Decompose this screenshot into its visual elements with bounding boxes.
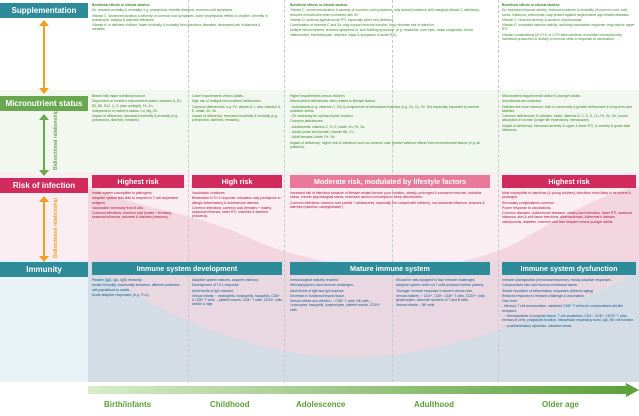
risk-of-infection-label: Risk of infection	[0, 178, 88, 193]
immunity-item: Immune dysregulation (immunosenescence), mostly adaptive responses.	[502, 278, 612, 282]
age-arrow	[88, 383, 639, 397]
micronutrient-item: Antioxidants are essential.	[502, 99, 542, 104]
risk-header-infants: Highest risk	[92, 175, 184, 188]
micronutrient-col-adults	[290, 94, 490, 170]
age-label-childhood: Childhood	[210, 400, 250, 409]
age-label-adulthood: Adulthood	[414, 400, 454, 409]
supplementation-item: Vitamin D: protects against acute RTI, especially when very deficient.	[290, 17, 394, 22]
immunity-item: Immunological maturity reached.	[290, 278, 339, 282]
micronutrient-item: - Adult females: folate, Fe, Se.	[290, 135, 336, 140]
risk-item: Breakdown in Th-1 response: education may predispose to allergic inflammatory & autoimmune disease.	[192, 196, 281, 205]
risk-item: Vaccination necessary from 8 wks.	[92, 205, 144, 210]
supplementation-col-adults	[290, 3, 490, 88]
immunity-header-development: Immune system development	[92, 262, 282, 275]
immunity-col-adolescents	[290, 278, 388, 380]
micronutrient-item: Common deficiencies: B vitamins, folate, vitamins A, C, D, E, Cu, Fe, Zn, Se; poorer absorption in women (longer life expectancy, menopause).	[502, 114, 628, 123]
immunity-item: Adult levels of IgM and IgA reached.	[290, 288, 345, 293]
risk-item: Adaptive system less able to respond to T-cell-dependent antigens.	[92, 196, 179, 205]
supplementation-item: Vitamin C: shortened duration & severity of common cold symptoms, some prophylactic effects in children, benefits in pneumonia, malaria & diarrhea infections.	[92, 13, 268, 22]
supplementation-item: Vitamin combinations (A+C+E or C+E+beta-carotene or multiple micronutrients): increased production or activity of immune cells or response to vaccination.	[502, 32, 623, 42]
immunity-item: Versus children: ↑ CD4⁺, CD8⁺, CD8⁺ T cells, CD19⁺, total lymphocytes, absolute numbers of T and B cells.	[396, 293, 485, 303]
immunity-item: Adaptive system matures, acquires memory.	[192, 278, 259, 282]
risk-item: Common infections: common cold (adults + adolescents, especially if in contact with children), non-seasonal influenza, sickness & diarrhea (rotavirus, campylobacter).	[290, 200, 485, 209]
column-divider	[284, 0, 285, 382]
bidirectional-arrow-1	[36, 20, 52, 94]
supplementation-item: Vitamin A: in deficient children, lower morbidity & mortality from infectious diseases, decreased risk of diarrhea & measles.	[92, 23, 261, 32]
age-label-birth-infants: Birth/infants	[104, 400, 152, 409]
immunity-item: Over time:	[502, 299, 518, 304]
micronutrient-item: Impact of deficiency: higher risk of infections such as common cold; greater adverse effects from environmental factors (e.g. air pollution).	[290, 140, 481, 149]
risk-header-children: High risk	[192, 175, 282, 188]
immunity-item: Compromised skin and mucous membrane barrier.	[502, 283, 579, 288]
bidirectional-label-2: Bidirectional relationship	[53, 197, 59, 258]
micronutrient-col-infants	[92, 94, 184, 170]
micronutrient-item: Common deficiencies: e.g. Fe, vitamin A, I, also vitamins D, E, folate, Zn, Se.	[192, 104, 282, 113]
immunity-item: Well-equipped to face immune challenges.	[290, 283, 354, 288]
supplementation-item: Zn: increased immune activity, reduced incidence & morbidity of common cold, cold sores, influenza, pneumonia; may protect against degenerative age-related diseases.	[502, 8, 630, 17]
immunity-item: - ↑ proinflammatory cytokines, oxidative stress.	[502, 323, 573, 328]
micronutrient-item: - Adolescents: vitamins C, D, E, folate, Zn, Fe, Se.	[290, 124, 366, 129]
supplementation-item: Combination of vitamins C and Zn: may support immune function, help minimise risk of infection.	[290, 23, 435, 28]
micronutrient-item: Micronutrient requirements similar to younger adults.	[502, 94, 581, 98]
risk-header-adults: Moderate risk, modulated by lifestyle factors	[290, 175, 490, 188]
immunity-item: - ↓ Hematopoietic & lymphoid tissue, T cell production, CD4⁺, CD8⁺, CD19⁺ T cells, memory B cells; phagocytic function, intracellular respiratory burst, IgA, NK cell function.	[502, 314, 635, 323]
supplementation-col-older	[502, 3, 636, 88]
risk-item: Vaccination continues.	[192, 191, 226, 195]
immunity-item: 'Stronger' immune response in women versus men.	[396, 288, 474, 293]
supplementation-col-children	[92, 3, 272, 88]
immunity-item: Acute adaptive responses: (e.g. Th-2).	[92, 292, 150, 297]
risk-col-adults	[290, 191, 490, 257]
micronutrient-item: Deficiencies more common, both in community & greater deficiencies in long-term care facilities.	[502, 104, 633, 113]
immunity-col-children	[192, 278, 282, 380]
micronutrient-item: - Adults (male and female): vitamin B6, Cu.	[290, 130, 355, 135]
micronutrient-item: High risk of multiple micronutrient deficiencies.	[192, 99, 262, 104]
immunity-item: Reduced response to immune challenge & vaccination.	[502, 293, 585, 298]
immunity-item: Passive (IgG, IgA, IgM) immunity.	[92, 278, 143, 282]
immunity-header-dysfunction: Immune system dysfunction	[502, 262, 636, 275]
bidirectional-label-1: Bidirectional relationship	[53, 109, 59, 170]
risk-item: Innate system susceptible to pathogens.	[92, 191, 153, 195]
risk-item: Secondary complications common.	[502, 200, 555, 205]
risk-item: Increased risk of infections because of lifestyle-related factors: poor nutrition, obesity, prolonged & excessive exercise, oxidative stress, chronic psychological stress, excessive alcohol consumption, sleep disturbances.	[290, 191, 482, 200]
micronutrient-item: Higher requirements versus children.	[290, 94, 346, 98]
supplementation-item: Multiple micronutrients: reduced symptoms of 'sick-building syndrome' (e.g. headache, sore eyes, nasal congestion, throat inflammation, tiredness/pain, diarrhea, signs & symptoms of acute RTI).	[290, 28, 473, 37]
micronutrient-col-children	[192, 94, 282, 170]
micronutrient-item: Impact of deficiency: increased severity of upper & lower RTI, & severity & grade fatal infections.	[502, 123, 631, 133]
micronutrient-item: Impact of deficiency: increased morbidity & mortality (e.g. pneumonia, diarrhea, measles).	[192, 114, 278, 123]
risk-item: Common diseases: autoimmune diseases, urinary tract infections, lower RTI, seasonal influenza, skin & soft tissue infections, atherosclerosis, Alzheimer's disease, osteoporosis, diabetes, common cold less frequent versus younger adults.	[502, 211, 632, 224]
micronutrient-item: Lower requirements versus adults.	[192, 94, 244, 98]
bidirectional-arrow-3	[36, 196, 52, 262]
immunity-item: Decrease in functional thymic tissue.	[290, 293, 346, 298]
micronutrient-item: - Zn necessary for optimal thymic function.	[290, 114, 354, 119]
immunity-label: Immunity	[0, 262, 88, 277]
micronutrient-col-older	[502, 94, 636, 170]
micronutrient-status-label: Micronutrient status	[0, 96, 88, 111]
age-label-older-age: Older age	[542, 400, 579, 409]
immunity-item: Adaptive system relies on T cells produced before puberty.	[396, 283, 484, 288]
supplementation-title: Beneficial effects in clinical studies:	[290, 3, 349, 7]
immunity-item: Should be well-equipped to face immune challenges.	[396, 278, 476, 282]
immunity-item: Versus infants: ↑ neutrophils, eosinophils, basophils, CD8⁺ & CD8⁺ T cells, ↓ platelet counts, CD4⁺ T cells, CD19⁺ cells similar & high.	[192, 293, 282, 307]
immunity-item: - Memory T cell accumulation, stabilized CD8⁺ T cell level; compromised cell-like receptors.	[502, 304, 624, 313]
micronutrient-item: Dependent on mother's micronutrient status: vitamins A, B1, B2, B6, B12, C, D (also sunlight), Fe, Zn.	[92, 99, 182, 108]
risk-col-children	[192, 191, 282, 257]
micronutrient-item: Independent of mother's status: Cu, Mg, Zn.	[92, 108, 159, 113]
micronutrient-item: - Antioxidants (e.g. vitamins C, E4) & components of antioxidant enzymes (e.g. Zn, Cu, Fe, Se) especially important to combat oxidative stress.	[290, 104, 479, 113]
micronutrient-item: Common deficiencies:	[290, 119, 324, 124]
micronutrient-item: Impact of deficiency: increased morbidity & mortality (e.g. pneumonia, diarrhea, measles).	[92, 114, 178, 123]
bidirectional-arrow-2	[36, 114, 52, 176]
risk-item: Poorer response to vaccinations.	[502, 205, 552, 210]
age-label-adolescence: Adolescence	[296, 400, 346, 409]
supplementation-item: Vitamin C: reduced severity & duration of pneumonia.	[502, 17, 583, 22]
immunity-item: Versus infants and children: ↑ CD8⁺ T cells, NK cells, ↓ Leucocytes, basophils, lymphocytes, platelet counts, CD19⁺ cells.	[290, 299, 381, 312]
column-divider	[498, 0, 499, 382]
immunity-col-adults	[396, 278, 494, 380]
risk-header-older: Highest risk	[502, 175, 636, 188]
supplementation-title: Beneficial effects in clinical studies:	[502, 3, 561, 7]
immunity-item: Adult levels of IgG reached.	[192, 288, 234, 293]
immunity-header-mature: Mature immune system	[290, 262, 490, 275]
micronutrient-item: Breast milk major nutritional source.	[92, 94, 146, 98]
risk-item: Common infections: common cold (males + females), seasonal influenza, sickness & diarrhea (rotavirus).	[92, 211, 172, 220]
supplementation-item: Vitamin E: increased immune activity, including vaccination response; may reduce upper RTI.	[502, 23, 635, 32]
risk-col-older	[502, 191, 636, 257]
immunity-col-infants	[92, 278, 184, 380]
supplementation-label: Supplementation	[0, 3, 88, 18]
risk-item: Most susceptible to infections (& young children); infections more likely to be severe & prolonged.	[502, 191, 631, 200]
supplementation-item: Zn: reduced mortality & morbidity, e.g. pneumonia, infantile diarrhea, common cold symptoms.	[92, 8, 234, 13]
risk-item: Common infections: common cold (females + males), seasonal influenza, lower RTI, sickness & diarrhea (rotavirus).	[192, 205, 272, 219]
supplementation-item: Vitamin C: shortened duration & severity of common cold symptoms, may reduce incidence with marginal vitamin C deficiency; reduced rhinoviruses when combined with Zn.	[290, 8, 480, 17]
immunity-item: Versus infants: ↑ NK cells.	[396, 303, 436, 308]
immunity-item: Innate immunity: functionally immature, different protective cell populations to adults.	[92, 283, 180, 292]
supplementation-title: Beneficial effects in clinical studies:	[92, 3, 151, 7]
immunity-item: Slower resolution of inflammatory responses (inflamm-aging).	[502, 288, 595, 293]
immunity-col-older	[502, 278, 636, 380]
immunity-item: Development of Th-1 response.	[192, 283, 240, 288]
micronutrient-item: Micronutrient deficiencies often related to lifestyle factors.	[290, 99, 377, 104]
risk-col-infants	[92, 191, 184, 257]
